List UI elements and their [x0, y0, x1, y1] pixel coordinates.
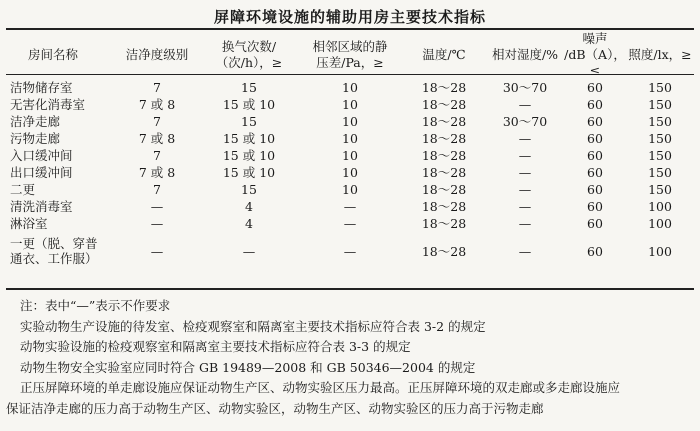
cell-humidity: — — [518, 165, 532, 180]
cell-temp: 18～28 — [421, 199, 467, 214]
cell-pressure: 10 — [342, 165, 358, 180]
cell-room: 洁净走廊 — [10, 114, 61, 129]
cell-air: — — [242, 243, 256, 259]
table-row — [6, 96, 694, 113]
cell-room: 清洗消毒室 — [10, 199, 73, 214]
cell-noise: 60 — [587, 148, 603, 163]
cell-noise: 60 — [587, 216, 603, 231]
cell-air: 15 — [241, 80, 257, 95]
cell-pressure: 10 — [342, 182, 358, 197]
cell-temp: 18～28 — [421, 243, 467, 259]
cell-noise: 60 — [587, 131, 603, 146]
cell-room: 一更（脱、穿普 通衣、工作服） — [10, 236, 98, 266]
note-line: 保证洁净走廊的压力高于动物生产区、动物实验区，动物生产区、动物实验区的压力高于污物走廊 — [6, 400, 544, 416]
cell-air: 15 或 10 — [222, 148, 276, 163]
cell-humidity: 30～70 — [502, 114, 548, 129]
cell-clean: 7 — [153, 114, 161, 129]
cell-noise: 60 — [587, 199, 603, 214]
cell-lux: 150 — [648, 165, 672, 180]
cell-room: 入口缓冲间 — [10, 148, 73, 163]
cell-humidity: — — [518, 199, 532, 214]
cell-air: 4 — [245, 216, 253, 231]
cell-temp: 18～28 — [421, 148, 467, 163]
cell-clean: — — [150, 199, 164, 214]
cell-air: 4 — [245, 199, 253, 214]
header-lux: 照度/lx，≥ — [628, 47, 692, 62]
table-row — [6, 198, 694, 215]
cell-temp: 18～28 — [421, 131, 467, 146]
cell-temp: 18～28 — [421, 182, 467, 197]
note-line: 动物实验设施的检疫观察室和隔离室主要技术指标应符合表 3-3 的规定 — [20, 339, 411, 354]
cell-lux: 150 — [648, 182, 672, 197]
cell-lux: 150 — [648, 114, 672, 129]
cell-noise: 60 — [587, 80, 603, 95]
table-row — [6, 113, 694, 130]
cell-lux: 150 — [648, 80, 672, 95]
header-air-change: 换气次数/ （次/h），≥ — [215, 39, 283, 70]
cell-lux: 100 — [648, 199, 672, 214]
cell-humidity: — — [518, 216, 532, 231]
cell-room: 淋浴室 — [10, 216, 48, 231]
table-row — [6, 181, 694, 198]
cell-clean: 7 — [153, 148, 161, 163]
cell-humidity: 30～70 — [502, 80, 548, 95]
cell-air: 15 — [241, 182, 257, 197]
cell-room: 二更 — [10, 182, 36, 197]
table-row — [6, 215, 694, 232]
cell-pressure: 10 — [342, 80, 358, 95]
cell-lux: 150 — [648, 97, 672, 112]
cell-air: 15 或 10 — [222, 131, 276, 146]
cell-humidity: — — [518, 131, 532, 146]
cell-noise: 60 — [587, 243, 603, 259]
cell-lux: 150 — [648, 131, 672, 146]
header-pressure: 相邻区域的静 压差/Pa，≥ — [312, 39, 388, 70]
cell-noise: 60 — [587, 97, 603, 112]
cell-air: 15 或 10 — [222, 165, 276, 180]
cell-pressure: 10 — [342, 131, 358, 146]
header-humidity: 相对湿度/% — [491, 47, 559, 62]
header-noise: 噪声 /dB（A），≤ — [564, 31, 626, 78]
cell-clean: — — [150, 216, 164, 231]
table-row — [6, 164, 694, 181]
cell-clean: 7 或 8 — [138, 165, 176, 180]
cell-lux: 150 — [648, 148, 672, 163]
cell-air: 15 或 10 — [222, 97, 276, 112]
table-row — [6, 130, 694, 147]
header-temp: 温度/℃ — [422, 47, 466, 62]
note-line: 实验动物生产设施的待发室、检疫观察室和隔离室主要技术指标应符合表 3-2 的规定 — [20, 318, 486, 334]
cell-temp: 18～28 — [421, 97, 467, 112]
top-rule — [6, 28, 694, 30]
cell-pressure: — — [343, 199, 357, 214]
note-line: 正压屏障环境的单走廊设施应保证动物生产区、动物实验区压力最高。正压屏障环境的双走廊或多走廊设施应 — [20, 380, 621, 395]
cell-room: 出口缓冲间 — [10, 165, 73, 180]
cell-noise: 60 — [587, 114, 603, 129]
cell-temp: 18～28 — [421, 216, 467, 231]
cell-pressure: — — [343, 216, 357, 231]
note-line: 动物生物安全实验室应同时符合 GB 19489—2008 和 GB 50346—2004 的规定 — [20, 359, 476, 375]
table-title: 屏障环境设施的辅助用房主要技术指标 — [213, 8, 486, 26]
spec-table — [6, 31, 694, 270]
cell-pressure: 10 — [342, 114, 358, 129]
cell-clean: 7 — [153, 182, 161, 197]
note-line: 注：表中“—”表示不作要求 — [20, 298, 171, 313]
cell-lux: 100 — [648, 216, 672, 231]
cell-clean: 7 — [153, 80, 161, 95]
cell-noise: 60 — [587, 165, 603, 180]
cell-pressure: — — [343, 243, 357, 259]
header-row — [6, 31, 694, 79]
cell-temp: 18～28 — [421, 114, 467, 129]
cell-clean: 7 或 8 — [138, 131, 176, 146]
cell-room: 无害化消毒室 — [10, 97, 86, 112]
cell-humidity: — — [518, 148, 532, 163]
cell-humidity: — — [518, 97, 532, 112]
header-clean: 洁净度级别 — [125, 47, 189, 62]
table-row — [6, 232, 694, 270]
table-row — [6, 147, 694, 164]
cell-air: 15 — [241, 114, 257, 129]
header-room: 房间名称 — [28, 47, 79, 62]
bottom-rule — [6, 288, 694, 290]
cell-temp: 18～28 — [421, 80, 467, 95]
cell-room: 洁物储存室 — [10, 80, 73, 95]
cell-pressure: 10 — [342, 148, 358, 163]
cell-lux: 100 — [648, 243, 672, 259]
cell-humidity: — — [518, 243, 532, 259]
table-notes — [6, 296, 696, 419]
cell-humidity: — — [518, 182, 532, 197]
table-row — [6, 79, 694, 96]
cell-noise: 60 — [587, 182, 603, 197]
cell-room: 污物走廊 — [10, 131, 61, 146]
cell-temp: 18～28 — [421, 165, 467, 180]
cell-clean: 7 或 8 — [138, 97, 176, 112]
cell-clean: — — [150, 243, 164, 259]
cell-pressure: 10 — [342, 97, 358, 112]
